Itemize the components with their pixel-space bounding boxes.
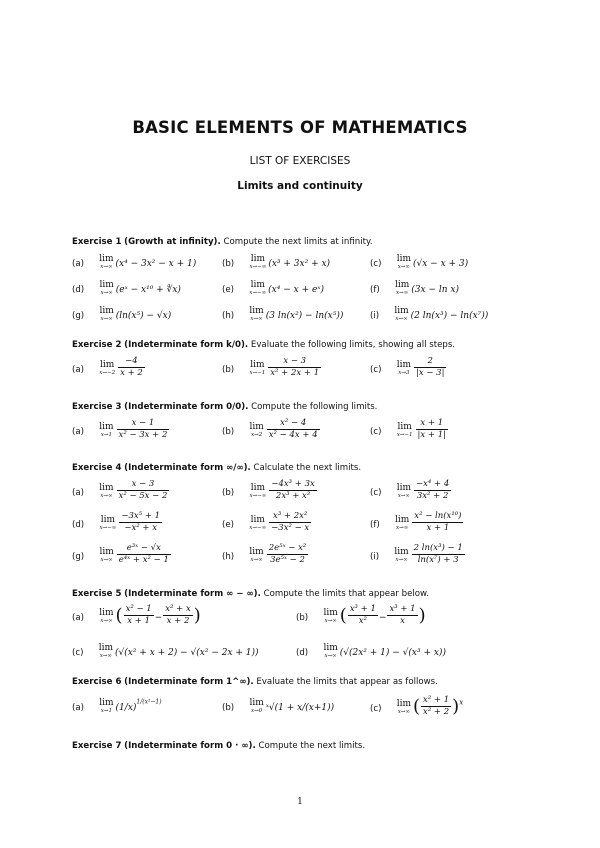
ex4-item-h: (h) lim x→∞ $\frac{\text{2e⁵ˣ − x²}}{\text{3e⁵ˣ − 2}}$: [222, 543, 307, 565]
ex1-item-i: (i) lim x→∞ (2 ln(x³) − ln(x⁷)): [370, 305, 489, 322]
ex1-item-b: (b) lim x→−∞ (x³ + 3x² + x): [222, 253, 331, 270]
ex1-item-a: (a) lim x→∞ (x⁴ − 3x² − x + 1): [72, 253, 197, 270]
ex4-item-f: (f) lim x→∞ $\frac{\text{x² − ln(x¹⁰)}}{x + 1}$: [370, 511, 462, 533]
ex1-item-f: (f) lim x→∞ (3x − ln x): [370, 279, 459, 296]
ex1-item-d: (d) lim x→∞ (eˣ − x¹⁰ + ∜x): [72, 279, 181, 296]
ex4-item-e: (e) lim x→−∞ $\frac{\text{x³ + 2x²}}{\text{−3x² − x}}$: [222, 511, 310, 533]
exercise-7-heading: Exercise 7 (Indeterminate form 0 · ∞). Compute the next limits.: [72, 741, 366, 751]
exercise-1-heading: Exercise 1 (Growth at infinity). Compute the next limits at infinity.: [72, 237, 373, 247]
ex3-item-c: (c) lim x→−1 $\frac{x + 1}{|x + 1|}$: [370, 418, 446, 440]
exercise-4-heading: Exercise 4 (Indeterminate form ∞/∞). Calculate the next limits.: [72, 463, 362, 473]
ex6-item-c: (c) lim x→∞ ( $\frac{\text{x² + 1}}{\text{x² + 2}}$ )$^x$: [370, 695, 464, 717]
ex1-item-c: (c) lim x→∞ (√x − x + 3): [370, 253, 469, 270]
page-number: 1: [297, 797, 303, 807]
ex4-item-d: (d) lim x→−∞ $\frac{\text{−3x⁵ + 1}}{\text{−x² + x}}$: [72, 511, 161, 533]
ex1-item-g: (g) lim x→∞ (ln(x⁵) − √x): [72, 305, 172, 322]
ex3-item-a: (a) lim x→1 $\frac{x - 1}{\text{x² − 3x + 2}}$: [72, 418, 168, 440]
ex1-item-h: (h) lim x→∞ (3 ln(x²) − ln(x⁵)): [222, 305, 344, 322]
ex4-item-a: (a) lim x→∞ $\frac{x - 3}{\text{x² − 5x − 2}}$: [72, 479, 168, 501]
page-subtitle: LIST OF EXERCISES: [249, 155, 351, 167]
ex5-item-a: (a) lim x→∞ ( $\frac{\text{x² − 1}}{x + 1}$ − $\frac{\text{x² + x}}{x + 2}$ ): [72, 604, 201, 626]
page-title: BASIC ELEMENTS OF MATHEMATICS: [132, 118, 468, 137]
ex4-item-c: (c) lim x→∞ $\frac{\text{−x⁴ + 4}}{\text{3x² + 2}}$: [370, 479, 450, 501]
ex3-item-b: (b) lim x→2 $\frac{\text{x² − 4}}{\text{x² − 4x + 4}}$: [222, 418, 318, 440]
ex4-item-i: (i) lim x→∞ $\frac{\text{2 ln(x³) − 1}}{\text{ln(x⁷) + 3}}$: [370, 543, 463, 565]
section-title: Limits and continuity: [237, 180, 363, 192]
ex2-item-c: (c) lim x→3 $\frac{2}{|x - 3|}$: [370, 356, 445, 378]
ex1-item-e: (e) lim x→−∞ (x⁴ − x + eˣ): [222, 279, 324, 296]
exercise-6-heading: Exercise 6 (Indeterminate form 1^∞). Evaluate the limits that appear as follows.: [72, 677, 438, 687]
ex6-item-b: (b) lim x→0 ˣ√(1 + x/(x+1)): [222, 697, 335, 714]
ex5-item-b: (b) lim x→∞ ( $\frac{\text{x³ + 1}}{\text{x²}}$ − $\frac{\text{x³ + 1}}{x}$ ): [296, 604, 426, 626]
ex2-item-b: (b) lim x→−1 $\frac{x - 3}{\text{x² + 2x + 1}}$: [222, 356, 320, 378]
exercise-3-heading: Exercise 3 (Indeterminate form 0/0). Compute the following limits.: [72, 402, 378, 412]
ex6-item-a: (a) lim x→1 $(1/x)^{1/(x^2-1)}$: [72, 697, 162, 714]
exercise-2-heading: Exercise 2 (Indeterminate form k/0). Evaluate the following limits, showing all steps.: [72, 340, 456, 350]
ex5-item-c: (c) lim x→∞ (√(x² + x + 2) − √(x² − 2x + 1)): [72, 642, 259, 659]
ex4-item-b: (b) lim x→−∞ $\frac{\text{−4x³ + 3x}}{\text{2x³ + x²}}$: [222, 479, 315, 501]
ex5-item-d: (d) lim x→∞ (√(2x² + 1) − √(x³ + x)): [296, 642, 446, 659]
ex2-item-a: (a) lim x→−2 $\frac{-4}{x + 2}$: [72, 356, 143, 378]
ex4-item-g: (g) lim x→∞ $\frac{\text{e³ˣ − √x}}{\text{e⁴ˣ + x² − 1}}$: [72, 543, 169, 565]
exercise-5-heading: Exercise 5 (Indeterminate form ∞ − ∞). Compute the limits that appear below.: [72, 589, 429, 599]
